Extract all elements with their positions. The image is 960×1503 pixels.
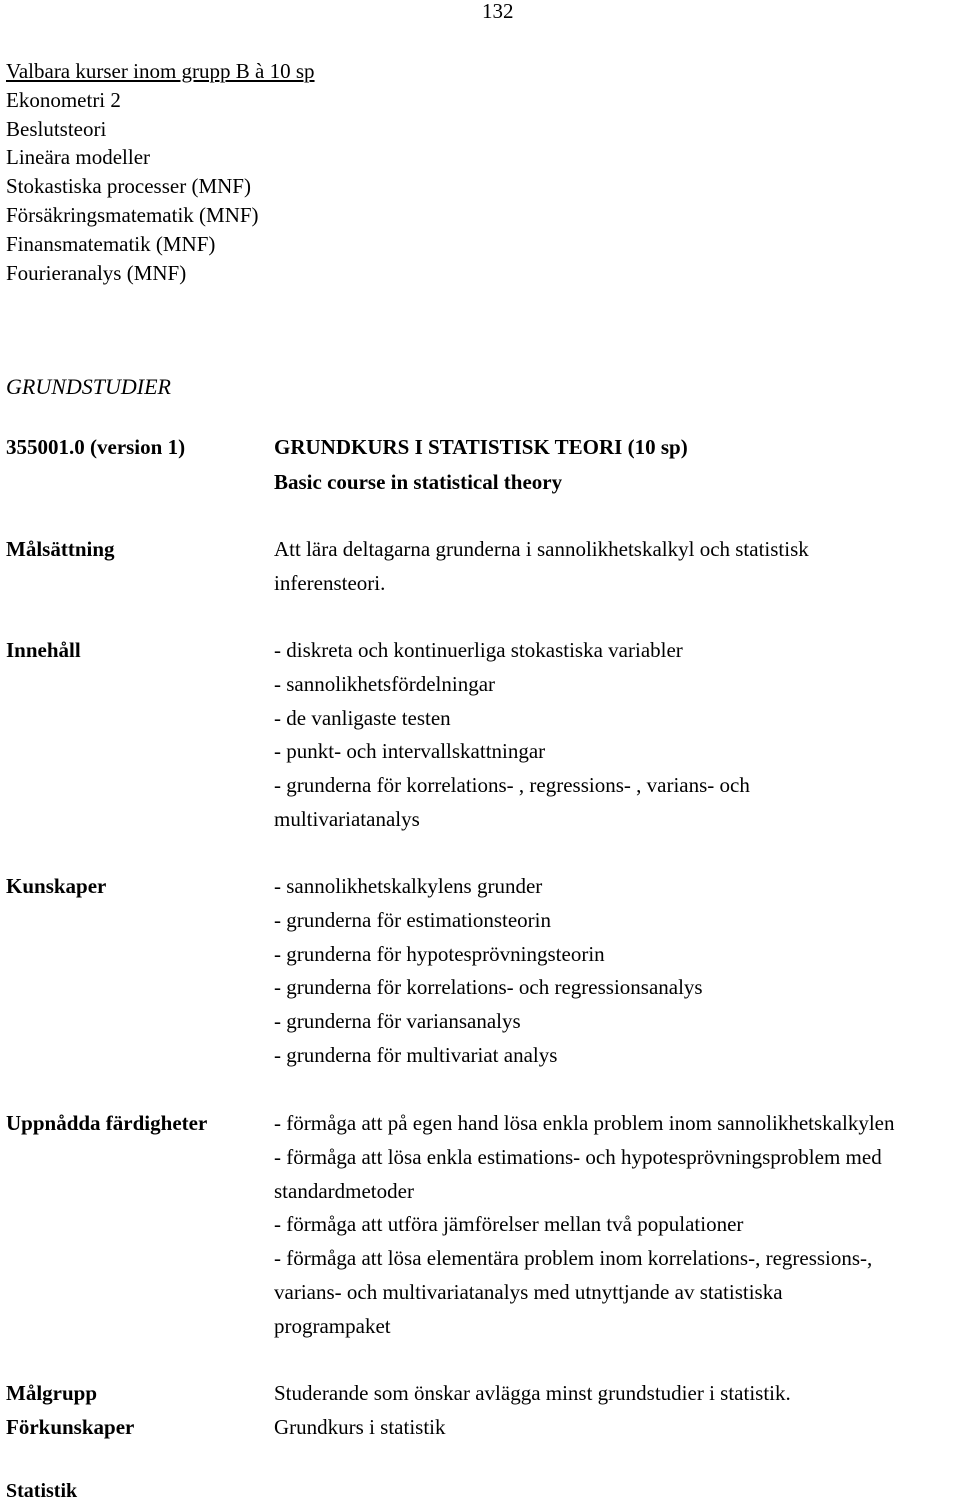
skills-item: standardmetoder <box>274 1178 414 1203</box>
elective-course-item: Fourieranalys (MNF) <box>6 260 187 285</box>
goal-label: Målsättning <box>6 537 115 561</box>
skills-item: programpaket <box>274 1313 391 1338</box>
elective-course-item: Stokastiska processer (MNF) <box>6 174 251 199</box>
knowledge-item: - grunderna för variansanalys <box>274 1009 521 1034</box>
knowledge-item: - sannolikhetskalkylens grunder <box>274 874 543 898</box>
content-item: - grunderna för korrelations- , regressions- , varians- och <box>274 773 750 798</box>
footer-label: Statistik <box>6 1480 78 1502</box>
content-item: - diskreta och kontinuerliga stokastiska variabler <box>274 638 683 662</box>
skills-item: - förmåga att på egen hand lösa enkla problem inom sannolikhetskalkylen <box>274 1111 895 1135</box>
skills-item: - förmåga att utföra jämförelser mellan två populationer <box>274 1212 744 1237</box>
content-item: - punkt- och intervallskattningar <box>274 739 546 764</box>
target-group-label: Målgrupp <box>6 1381 98 1405</box>
goal-line: inferensteori. <box>274 570 386 595</box>
skills-item: - förmåga att lösa elementära problem inom korrelations-, regressions-, <box>274 1246 873 1271</box>
electives-heading: Valbara kurser inom grupp B à 10 sp <box>6 59 315 83</box>
target-group-text: Studerande som önskar avlägga minst grundstudier i statistik. <box>274 1381 791 1405</box>
elective-course-item: Försäkringsmatematik (MNF) <box>6 202 259 227</box>
knowledge-label: Kunskaper <box>6 874 107 898</box>
course-subtitle: Basic course in statistical theory <box>274 470 563 494</box>
course-code: 355001.0 (version 1) <box>6 435 186 459</box>
elective-course-item: Beslutsteori <box>6 116 107 141</box>
elective-courses <box>6 57 315 287</box>
content-item: - de vanligaste testen <box>274 705 451 730</box>
content-item: multivariatanalys <box>274 806 420 831</box>
skills-list <box>274 1107 894 1344</box>
knowledge-item: - grunderna för multivariat analys <box>274 1042 558 1067</box>
content-label: Innehåll <box>6 638 81 662</box>
content-item: - sannolikhetsfördelningar <box>274 671 496 696</box>
knowledge-item: - grunderna för korrelations- och regressionsanalys <box>274 975 703 1000</box>
skills-label: Uppnådda färdigheter <box>6 1111 208 1135</box>
knowledge-item: - grunderna för estimationsteorin <box>274 907 551 932</box>
page-number: 132 <box>482 0 514 23</box>
section-title: GRUNDSTUDIER <box>6 374 171 399</box>
content-list <box>274 634 750 837</box>
elective-course-item: Ekonometri 2 <box>6 87 121 112</box>
skills-item: varians- och multivariatanalys med utnyttjande av statistiska <box>274 1279 783 1304</box>
knowledge-item: - grunderna för hypotesprövningsteorin <box>274 941 605 966</box>
prerequisites-label: Förkunskaper <box>6 1415 135 1439</box>
goal-text <box>274 533 809 601</box>
skills-item: - förmåga att lösa enkla estimations- och hypotesprövningsproblem med <box>274 1144 882 1169</box>
knowledge-list <box>274 870 703 1073</box>
elective-course-item: Finansmatematik (MNF) <box>6 231 216 256</box>
prerequisites-text: Grundkurs i statistik <box>274 1415 446 1439</box>
elective-course-item: Lineära modeller <box>6 145 151 170</box>
goal-line: Att lära deltagarna grunderna i sannolikhetskalkyl och statistisk <box>274 537 809 561</box>
course-title: GRUNDKURS I STATISTISK TEORI (10 sp) <box>274 435 688 459</box>
